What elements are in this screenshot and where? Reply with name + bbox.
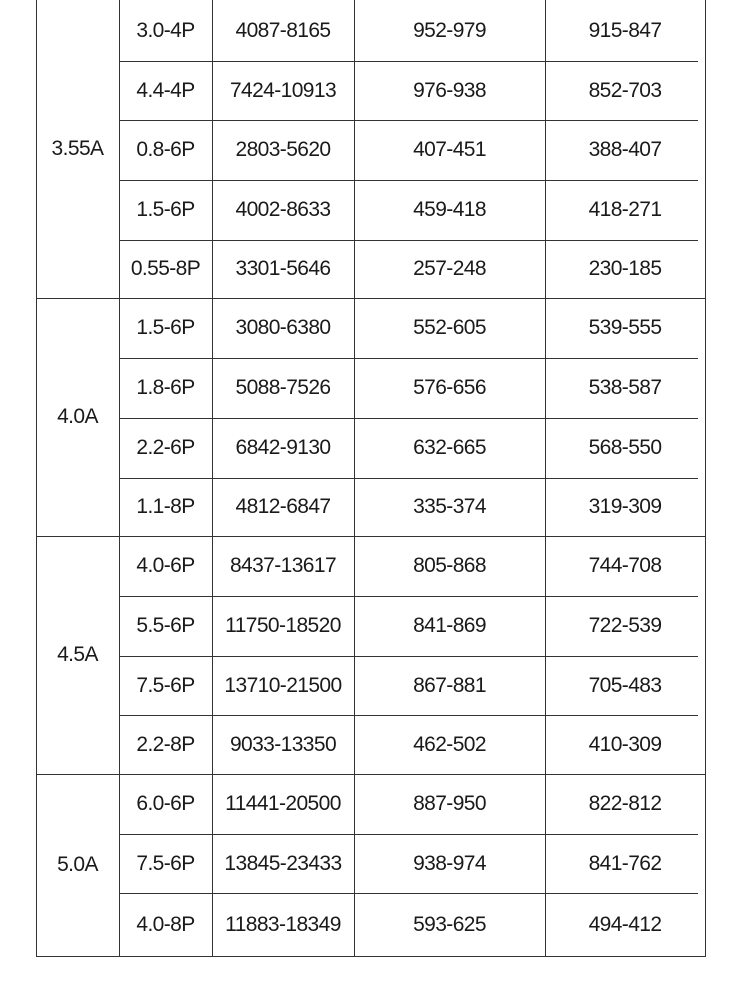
value-a-cell: 805-868	[413, 554, 486, 577]
model-cell: 2.2-8P	[136, 732, 195, 756]
value-a-cell: 459-418	[413, 198, 486, 221]
range-cell: 5088-7526	[235, 376, 331, 399]
range-cell: 2803-5620	[235, 138, 331, 161]
value-a-cell: 976-938	[413, 78, 486, 102]
value-b-cell: 722-539	[588, 614, 662, 637]
value-a-cell: 407-451	[413, 138, 486, 161]
model-cell: 5.5-6P	[136, 614, 195, 637]
value-a-cell: 952-979	[413, 18, 486, 42]
value-b-cell: 319-309	[588, 495, 662, 518]
model-cell: 7.5-6P	[136, 851, 195, 875]
range-cell: 9033-13350	[229, 732, 337, 756]
value-a-cell: 632-665	[413, 436, 486, 459]
model-cell: 4.0-8P	[136, 912, 195, 936]
value-b-cell: 822-812	[588, 792, 662, 815]
model-cell: 0.8-6P	[136, 138, 195, 161]
value-b-cell: 230-185	[588, 257, 662, 280]
value-b-cell: 841-762	[588, 851, 662, 875]
range-cell: 11441-20500	[225, 792, 341, 815]
value-b-cell: 705-483	[588, 673, 662, 697]
range-cell: 4002-8633	[235, 198, 331, 221]
range-cell: 11883-18349	[225, 912, 341, 936]
model-cell: 0.55-8P	[130, 257, 201, 280]
model-cell: 4.4-4P	[136, 78, 195, 102]
model-cell: 1.5-6P	[136, 316, 195, 339]
value-b-cell: 410-309	[588, 732, 662, 756]
value-b-cell: 388-407	[588, 138, 662, 161]
range-cell: 4087-8165	[235, 18, 331, 42]
value-b-cell: 494-412	[588, 912, 662, 936]
value-b-cell: 539-555	[588, 316, 662, 339]
model-cell: 1.1-8P	[136, 495, 195, 518]
model-cell: 7.5-6P	[136, 673, 195, 697]
model-cell: 4.0-6P	[136, 554, 195, 577]
value-b-cell: 744-708	[588, 554, 662, 577]
group-label: 4.0A	[57, 405, 98, 428]
value-a-cell: 576-656	[413, 376, 486, 399]
value-a-cell: 335-374	[413, 495, 486, 518]
value-a-cell: 938-974	[413, 851, 486, 875]
value-a-cell: 462-502	[413, 732, 486, 756]
group-label: 5.0A	[57, 853, 98, 876]
value-a-cell: 841-869	[413, 614, 486, 637]
value-a-cell: 552-605	[413, 316, 486, 339]
range-cell: 7424-10913	[229, 78, 337, 102]
model-cell: 6.0-6P	[136, 792, 195, 815]
value-a-cell: 593-625	[413, 912, 486, 936]
range-cell: 8437-13617	[229, 554, 337, 577]
value-a-cell: 887-950	[413, 792, 486, 815]
model-cell: 1.5-6P	[136, 198, 195, 221]
value-a-cell: 257-248	[413, 257, 486, 280]
model-cell: 1.8-6P	[136, 376, 195, 399]
range-cell: 3080-6380	[235, 316, 331, 339]
value-b-cell: 568-550	[588, 436, 662, 459]
value-b-cell: 418-271	[588, 198, 662, 221]
value-b-cell: 915-847	[588, 18, 662, 42]
range-cell: 13710-21500	[224, 673, 342, 697]
table-bottom-border	[36, 956, 706, 957]
value-b-cell: 538-587	[588, 376, 662, 399]
model-cell: 2.2-6P	[136, 436, 195, 459]
range-cell: 11750-18520	[225, 614, 341, 637]
group-label: 4.5A	[57, 643, 98, 666]
range-cell: 4812-6847	[235, 495, 331, 518]
group-label: 3.55A	[51, 137, 104, 160]
range-cell: 13845-23433	[224, 851, 342, 875]
value-a-cell: 867-881	[413, 673, 486, 697]
range-cell: 6842-9130	[235, 436, 331, 459]
value-b-cell: 852-703	[588, 78, 662, 102]
range-cell: 3301-5646	[235, 257, 331, 280]
model-cell: 3.0-4P	[136, 18, 195, 42]
column-divider	[705, 0, 706, 956]
